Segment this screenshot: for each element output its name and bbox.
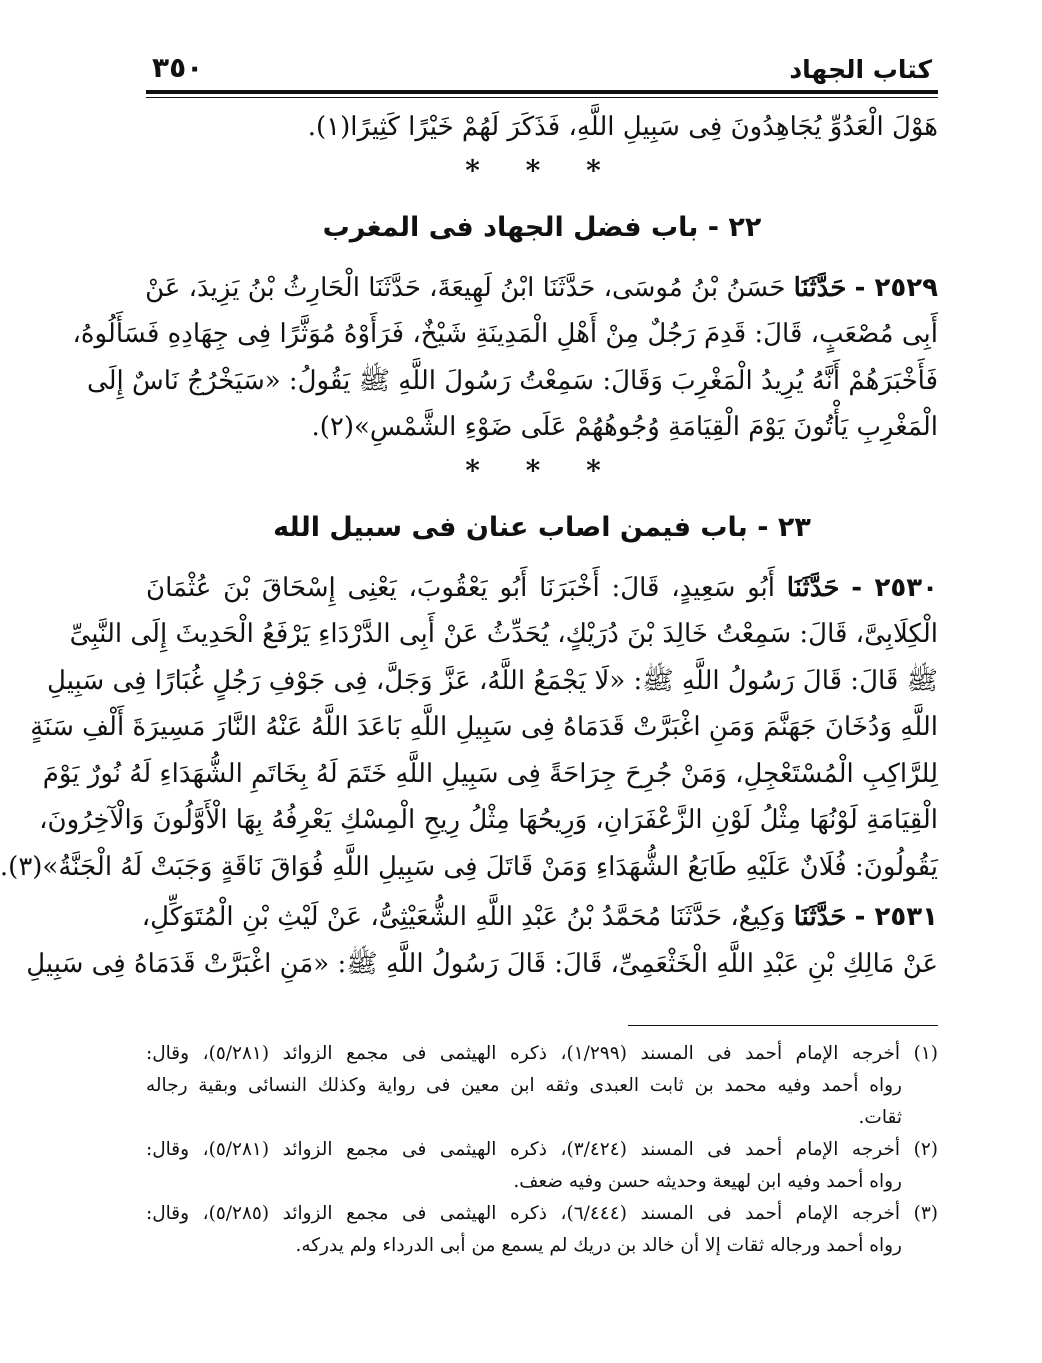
- header-rule-thin: [146, 97, 938, 98]
- footnote-3: [146, 1198, 938, 1262]
- footnote-line: رواه أحمد ورجاله ثقات إلا أن خالد بن دريك لم يسمع من أبى الدرداء ولم يدركه.: [295, 1235, 902, 1256]
- hadith-number: ٢٥٢٩ -: [854, 272, 938, 303]
- hadith-text: حَسَنُ بْنُ مُوسَى، حَدَّثَنَا ابْنُ لَهِيعَةَ، حَدَّثَنَا الْحَارِثُ بْنُ يَزِيدَ، عَنْ: [145, 272, 786, 303]
- hadith-number: ٢٥٣١ -: [854, 902, 938, 932]
- running-title: كتاب الجهاد: [789, 55, 932, 84]
- footnote-line: رواه أحمد وفيه ابن لهيعة وحديثه حسن وفيه ضعف.: [513, 1171, 902, 1192]
- page-header: [146, 40, 938, 84]
- section-separator: * * *: [465, 153, 619, 187]
- hadith-line: يَقُولُونَ: فُلَانٌ عَلَيْهِ طَابَعُ الشُّهَدَاءِ وَمَنْ قَاتَلَ فِى سَبِيلِ اللَّهِ فُوَاقَ نَاقَةٍ وَجَبَتْ لَهُ الْجَنَّةُ»(٣).: [0, 851, 938, 882]
- hadith-line: عَنْ مَالِكِ بْنِ عَبْدِ اللَّهِ الْخَثْعَمِىِّ، قَالَ: قَالَ رَسُولُ اللَّهِ ﷺ: «مَنِ اغْبَرَّتْ قَدَمَاهُ فِى سَبِيلِ: [26, 948, 938, 979]
- hadith-line: ﷺ قَالَ: قَالَ رَسُولُ اللَّهِ ﷺ: «لَا يَجْمَعُ اللَّهُ، عَزَّ وَجَلَّ، فِى جَوْفِ رَجُلٍ غُبَارًا فِى سَبِيلِ: [47, 665, 938, 696]
- intro-line: هَوْلَ الْعَدُوِّ يُجَاهِدُونَ فِى سَبِيلِ اللَّهِ، فَذَكَرَ لَهُمْ خَيْرًا كَثِيرًا(١).: [307, 112, 938, 142]
- chapter-number: ٢٢ -: [707, 211, 762, 243]
- page-number: ٣٥٠: [152, 51, 204, 84]
- footnote-1: [146, 1038, 938, 1134]
- footnotes: [146, 1038, 938, 1262]
- hadith-text: وَكِيعٌ، حَدَّثَنَا مُحَمَّدُ بْنُ عَبْدِ اللَّهِ الشُّعَيْثِىُّ، عَنْ لَيْثِ بْنِ الْمُتَوَكِّلِ،: [141, 902, 786, 932]
- hadith-line: اللَّهِ وَدُخَانَ جَهَنَّمَ وَمَنِ اغْبَرَّتْ قَدَمَاهُ فِى سَبِيلِ اللَّهِ بَاعَدَ اللَّهُ عَنْهُ النَّارَ مَسِيرَةَ أَلْفِ سَنَةٍ: [30, 712, 938, 742]
- footnote-2: [146, 1134, 938, 1198]
- footnote-line: رواه أحمد وفيه محمد بن ثابت العبدى وثقه ابن معين فى رواية وكذلك النسائى وبقية رجاله: [146, 1075, 902, 1096]
- footnote-line: (٣) أخرجه الإمام أحمد فى المسند (٦/٤٤٤)، ذكره الهيثمى فى مجمع الزوائد (٥/٢٨٥)، وقال:: [146, 1203, 938, 1224]
- section-separator: * * *: [465, 453, 619, 487]
- chapter-heading-23: [146, 491, 938, 565]
- footnote-separator: [628, 1025, 938, 1026]
- hadith-2531: [26, 894, 938, 987]
- hadith-line: الْكِلَابِىَّ، قَالَ: سَمِعْتُ خَالِدَ بْنَ دُرَيْكٍ، يُحَدِّثُ عَنْ أَبِى الدَّرْدَاءِ يَرْفَعُ الْحَدِيثَ إِلَى النَّبِىِّ: [69, 619, 938, 649]
- hadith-number: ٢٥٣٠ -: [851, 572, 939, 603]
- hadith-2530: [0, 565, 939, 891]
- chapter-title: باب فضل الجهاد فى المغرب: [322, 211, 699, 243]
- hadith-2529: [72, 265, 938, 451]
- hadith-line: [141, 894, 938, 941]
- header-rule-thick: [146, 90, 938, 94]
- chapter-title: باب فيمن اصاب عنان فى سبيل الله: [273, 511, 748, 543]
- hadith-line: لِلرَّاكِبِ الْمُسْتَعْجِلِ، وَمَنْ جُرِحَ جِرَاحَةً فِى سَبِيلِ اللَّهِ خَتَمَ لَهُ بِخَاتَمِ الشُّهَدَاءِ لَهُ نُورٌ يَوْمَ: [42, 758, 938, 789]
- footnote-line: ثقات.: [858, 1107, 902, 1128]
- chapter-heading-22: [146, 191, 938, 265]
- hadith-line: فَأَخْبَرَهُمْ أَنَّهُ يُرِيدُ الْمَغْرِبَ وَقَالَ: سَمِعْتُ رَسُولَ اللَّهِ ﷺ يَقُولُ: «سَيَخْرُجُ نَاسٌ إِلَى: [86, 365, 938, 396]
- hadith-opening: حَدَّثَنَا: [793, 902, 847, 932]
- footnote-line: (٢) أخرجه الإمام أحمد فى المسند (٣/٤٢٤)، ذكره الهيثمى فى مجمع الزوائد (٥/٢٨١)، وقال:: [146, 1139, 938, 1160]
- hadith-opening: حَدَّثَنَا: [793, 272, 847, 303]
- hadith-line: [146, 565, 938, 612]
- chapter-number: ٢٣ -: [757, 511, 811, 543]
- hadith-line: [146, 265, 938, 312]
- hadith-line: الْقِيَامَةِ لَوْنُهَا مِثْلُ لَوْنِ الزَّعْفَرَانِ، وَرِيحُهَا مِثْلُ رِيحِ الْمِسْكِ يَعْرِفُهُ بِهَا الْأَوَّلُونَ وَالْآخِرُونَ،: [39, 805, 938, 835]
- footnote-line: (١) أخرجه الإمام أحمد فى المسند (١/٢٩٩)، ذكره الهيثمى فى مجمع الزوائد (٥/٢٨١)، وقال:: [146, 1043, 938, 1064]
- hadith-line: أَبِى مُصْعَبٍ، قَالَ: قَدِمَ رَجُلٌ مِنْ أَهْلِ الْمَدِينَةِ شَيْخٌ، فَرَأَوْهُ مُوَثَّرًا فِى جِهَادِهِ فَسَأَلُوهُ،: [72, 319, 938, 349]
- hadith-line: الْمَغْرِبِ يَأْتُونَ يَوْمَ الْقِيَامَةِ وُجُوهُهُمْ عَلَى ضَوْءِ الشَّمْسِ»(٢).: [311, 412, 938, 442]
- hadith-opening: حَدَّثَنَا: [786, 572, 840, 603]
- book-page: [0, 40, 939, 1262]
- hadith-text: أَبُو سَعِيدٍ، قَالَ: أَخْبَرَنَا أَبُو يَعْقُوبَ، يَعْنِى إِسْحَاقَ بْنَ عُثْمَانَ: [146, 572, 776, 603]
